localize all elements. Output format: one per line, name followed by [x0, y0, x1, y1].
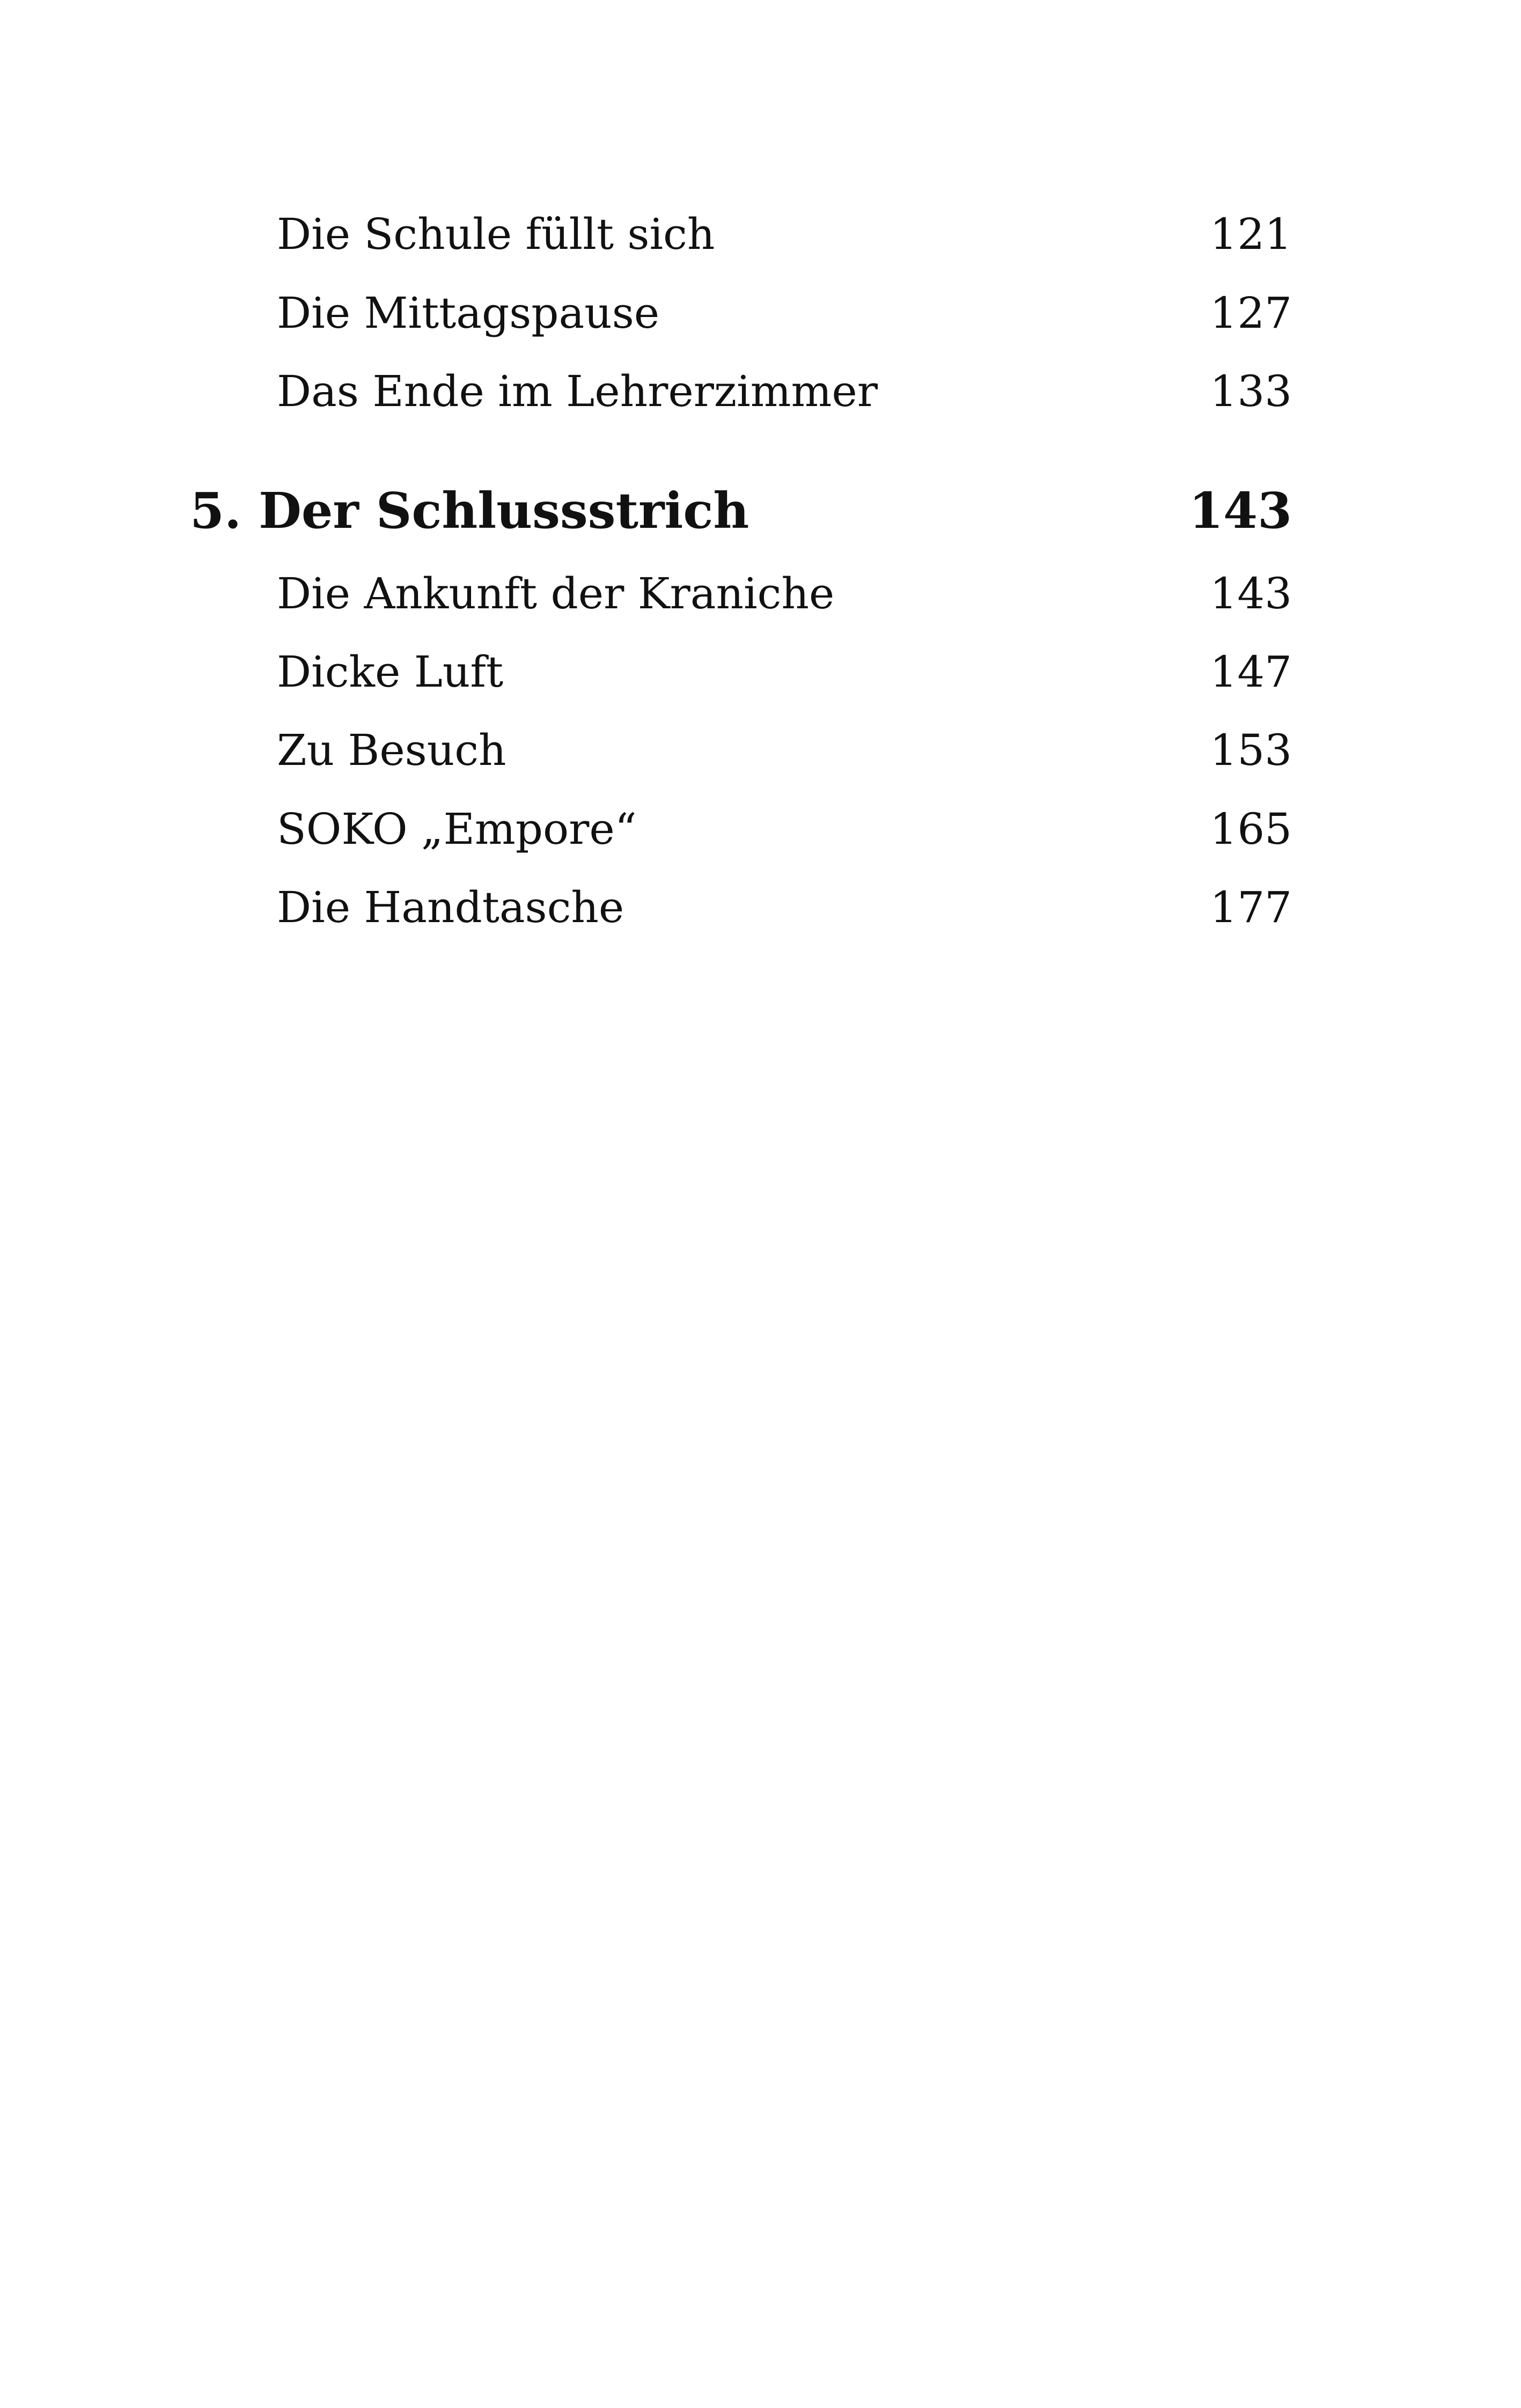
toc-chapter-page-number: 143 [1188, 482, 1292, 540]
toc-entry-title: Zu Besuch [277, 725, 506, 775]
toc-entry-title: SOKO „Empore“ [277, 804, 637, 854]
toc-entry-title: Dicke Luft [277, 647, 504, 697]
toc-entry[interactable] [277, 725, 1292, 775]
toc-chapter-heading[interactable] [190, 482, 1292, 540]
toc-entry[interactable] [277, 882, 1292, 932]
toc-entry[interactable] [277, 804, 1292, 854]
toc-entry-page-number: 177 [1210, 882, 1292, 932]
toc-chapter-title: 5. Der Schlussstrich [190, 482, 750, 540]
toc-entry-page-number: 153 [1210, 725, 1292, 775]
toc-entry-page-number: 143 [1210, 569, 1292, 618]
toc-entry-title: Die Mittagspause [277, 288, 660, 338]
toc-entry[interactable] [277, 569, 1292, 618]
toc-entry-page-number: 147 [1210, 647, 1292, 697]
toc-entry-page-number: 133 [1210, 366, 1292, 416]
toc-entry[interactable] [277, 366, 1292, 416]
toc-entry-title: Die Ankunft der Kraniche [277, 569, 835, 618]
toc-entry-title: Die Handtasche [277, 882, 624, 932]
toc-entry-page-number: 127 [1210, 288, 1292, 338]
toc-entry-title: Die Schule füllt sich [277, 209, 715, 259]
toc-entry-page-number: 165 [1210, 804, 1292, 854]
toc-entry-title: Das Ende im Lehrerzimmer [277, 366, 878, 416]
toc-entry[interactable] [277, 209, 1292, 259]
toc-entry[interactable] [277, 288, 1292, 338]
toc-entry-page-number: 121 [1210, 209, 1292, 259]
toc-entry[interactable] [277, 647, 1292, 697]
